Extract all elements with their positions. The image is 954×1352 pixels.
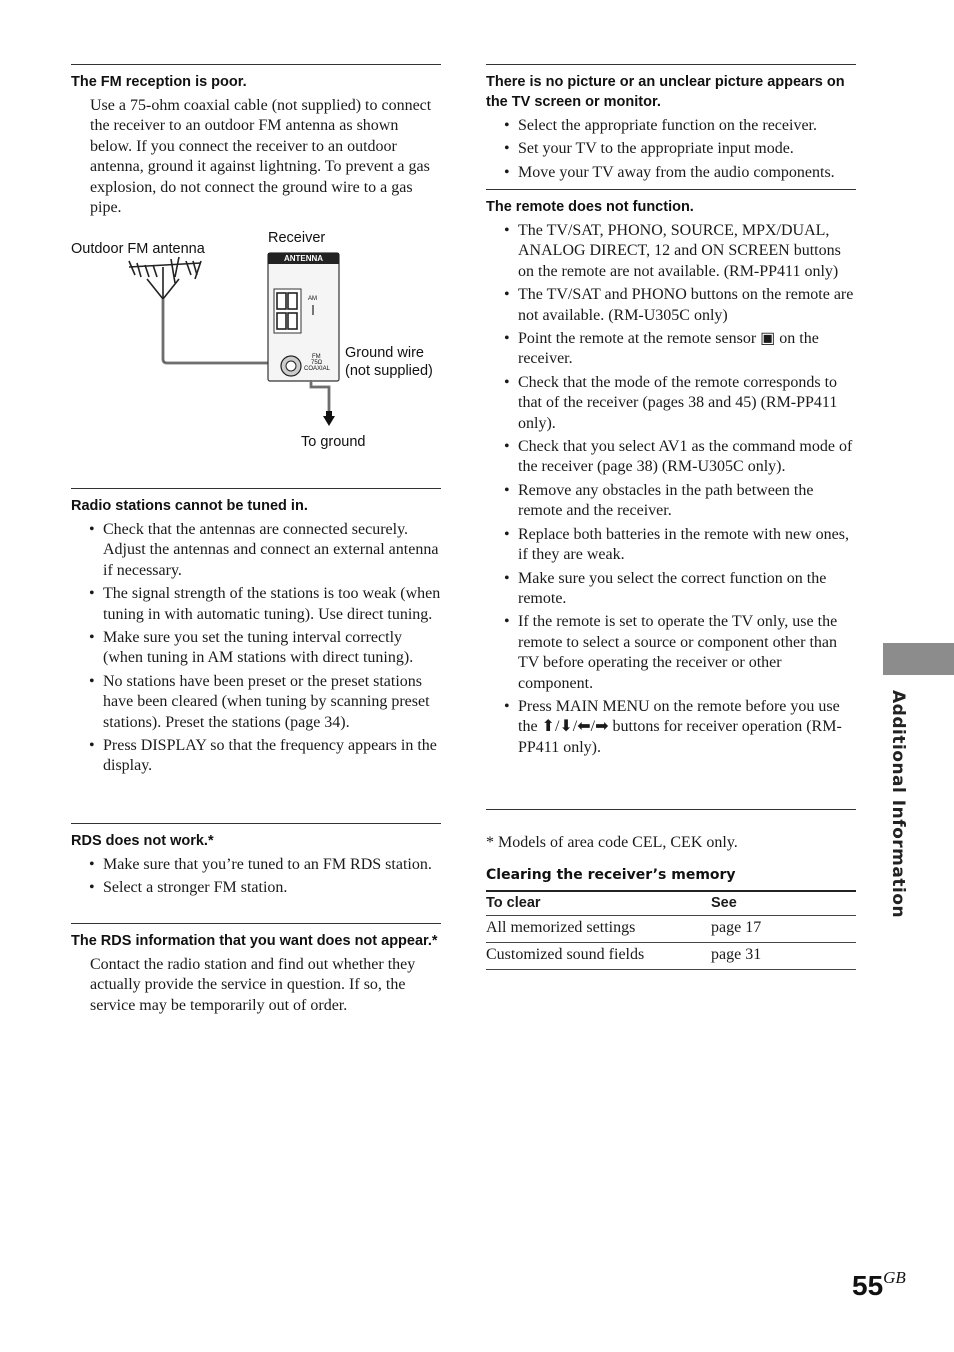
table-row — [486, 916, 856, 943]
receiver-label: Receiver — [268, 230, 326, 246]
radio-list — [71, 520, 441, 777]
list-item: • Remove any obstacles in the path between the remote and the receiver. — [504, 481, 856, 522]
am-label: AM — [308, 296, 317, 302]
fm-reception-heading: The FM reception is poor. — [71, 74, 247, 90]
table-cell: page 31 — [711, 943, 856, 970]
table-header-row — [486, 891, 856, 916]
rds-info-heading: The RDS information that you want does not appear.* — [71, 933, 438, 949]
table-cell: page 17 — [711, 916, 856, 943]
section-label: Additional Information — [888, 690, 908, 919]
page-number-value: 55 — [852, 1270, 884, 1301]
receiver-antenna-panel — [268, 253, 339, 381]
remote-heading: The remote does not function. — [486, 199, 694, 215]
remote-list — [486, 221, 856, 758]
outdoor-antenna-label: Outdoor FM antenna — [71, 241, 205, 257]
antenna-diagram — [71, 225, 441, 460]
radio-heading: Radio stations cannot be tuned in. — [71, 498, 308, 514]
list-item: • Move your TV away from the audio components. — [504, 163, 856, 183]
list-item: • Make sure you set the tuning interval correctly (when tuning in AM stations with direct tuning). — [89, 628, 441, 669]
memory-table — [486, 890, 856, 970]
rds-info-body: Contact the radio station and find out whether they actually provide the service in question. If so, the service may be temporarily out of order. — [90, 956, 416, 1014]
table-cell: All memorized settings — [486, 916, 711, 943]
ground-wire — [311, 380, 329, 413]
fm-antenna-icon — [129, 257, 201, 299]
list-item: • Press DISPLAY so that the frequency appears in the display. — [89, 736, 441, 777]
footnote: * Models of area code CEL, CEK only. — [486, 834, 738, 851]
picture-list — [486, 116, 856, 183]
fm-reception-section — [71, 64, 441, 218]
ground-wire-label: Ground wire — [345, 345, 424, 361]
rds-info-section — [71, 923, 441, 1016]
list-item: • The signal strength of the stations is too weak (when tuning in with automatic tuning). Use direct tuning. — [89, 584, 441, 625]
column-header: See — [711, 891, 856, 916]
remote-section — [486, 189, 856, 761]
list-item: • Replace both batteries in the remote with new ones, if they are weak. — [504, 525, 856, 566]
radio-section — [71, 488, 441, 780]
list-item: • Check that the mode of the remote corresponds to that of the receiver (pages 38 and 45) (RM-PP411 only). — [504, 373, 856, 434]
page-number-suffix: GB — [883, 1268, 906, 1287]
list-item: • Check that the antennas are connected securely. Adjust the antennas and connect an external antenna if necessary. — [89, 520, 441, 581]
memory-heading: Clearing the receiver’s memory — [486, 867, 736, 883]
fm-label: FM — [312, 354, 321, 360]
picture-section — [486, 64, 856, 186]
remote-section-end-rule — [486, 809, 856, 810]
list-item: • If the remote is set to operate the TV only, use the remote to select a source or component other than TV before operating the receiver or other component. — [504, 612, 856, 694]
list-item: • Make sure you select the correct function on the remote. — [504, 569, 856, 610]
table-cell: Customized sound fields — [486, 943, 711, 970]
list-item: • The TV/SAT and PHONO buttons on the remote are not available. (RM-U305C only) — [504, 285, 856, 326]
rds-heading: RDS does not work.* — [71, 833, 214, 849]
rds-section — [71, 823, 441, 902]
list-item: • Make sure that you’re tuned to an FM RDS station. — [89, 855, 441, 875]
rds-list — [71, 855, 441, 899]
memory-section — [486, 865, 856, 970]
coaxial-label: COAXIAL — [304, 366, 331, 372]
coaxial-cable — [163, 299, 283, 363]
not-supplied-label: (not supplied) — [345, 363, 433, 379]
list-item: • Select a stronger FM station. — [89, 878, 441, 898]
column-header: To clear — [486, 891, 711, 916]
section-tab — [883, 643, 954, 675]
list-item: • Point the remote at the remote sensor ▣ on the receiver. — [504, 329, 856, 370]
to-ground-label: To ground — [301, 434, 366, 450]
list-item: • Set your TV to the appropriate input mode. — [504, 139, 856, 159]
page-number — [852, 1268, 906, 1302]
ground-arrow-icon — [323, 416, 335, 426]
list-item: • Check that you select AV1 as the command mode of the receiver (page 38) (RM-U305C only). — [504, 437, 856, 478]
ohm-label: 75Ω — [311, 360, 323, 366]
antenna-panel-title: ANTENNA — [283, 254, 324, 263]
picture-heading: There is no picture or an unclear picture appears on the TV screen or monitor. — [486, 74, 845, 110]
antenna-diagram-svg — [71, 225, 441, 460]
table-row — [486, 943, 856, 970]
list-item: • Press MAIN MENU on the remote before you use the ⬆/⬇/⬅/➡ buttons for receiver operation (RM-PP411 only). — [504, 697, 856, 758]
list-item: • The TV/SAT, PHONO, SOURCE, MPX/DUAL, ANALOG DIRECT, 12 and ON SCREEN buttons on the remote are not available. (RM-PP411 only) — [504, 221, 856, 282]
fm-reception-body: Use a 75-ohm coaxial cable (not supplied) to connect the receiver to an outdoor FM antenna as shown below. If you connect the receiver to an outdoor antenna, ground it against lightning. To prevent a gas explosion, do not connect the ground wire to a gas pipe. — [90, 97, 432, 217]
list-item: • No stations have been preset or the preset stations have been cleared (when tuning by scanning preset stations). Preset the stations (page 34). — [89, 672, 441, 733]
list-item: • Select the appropriate function on the receiver. — [504, 116, 856, 136]
